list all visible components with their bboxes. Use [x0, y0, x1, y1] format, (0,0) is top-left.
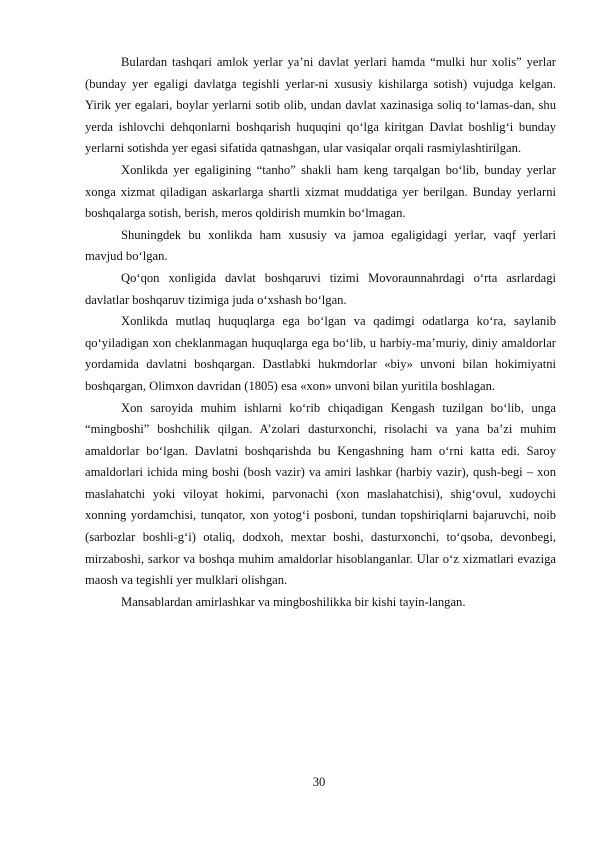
- paragraph-2: Xonlikda yer egaligining “tanho” shakli ham keng tarqalgan bo‘lib, bunday yerlar xonga xizmat qiladigan askarlarga shartli xizmat muddatiga yer berilgan. Bunday yerlarni boshqalarga sotish, berish, meros qoldirish mumkin bo‘lmagan.: [85, 162, 556, 221]
- paragraph-4: Qo‘qon xonligida davlat boshqaruvi tizimi Movoraunnahrdagi o‘rta asrlardagi davlatlar boshqaruv tizimiga juda o‘xshash bo‘lgan.: [85, 270, 556, 307]
- paragraph-7: Mansablardan amirlashkar va mingboshilikka bir kishi tayin-langan.: [121, 594, 466, 609]
- paragraph-5: Xonlikda mutlaq huquqlarga ega bo‘lgan va qadimgi odatlarga ko‘ra, saylanib qo‘yiladigan xon cheklanmagan huquqlarga ega bo‘lib, u harbiy-ma’muriy, diniy amaldorlar yordamida davlatni boshqargan. Dastlabki hukmdorlar «biy» unvoni bilan hokimiyatni boshqargan, Olimxon davridan (1805) esa «xon» unvoni bilan yuritila boshlagan.: [85, 314, 556, 393]
- page-body: [85, 52, 556, 613]
- paragraph-1: Bulardan tashqari amlok yerlar ya’ni davlat yerlari hamda “mulki hur xolis” yerlar (bunday yer egaligi davlatga tegishli yerlar-ni xususiy kishilarga sotish) vujudga kelgan. Yirik yer egalari, boylar yerlarni sotib olib, undan davlat xazinasiga soliq to‘lamas-dan, shu yerda ishlovchi dehqonlarni boshqarish huquqini qo‘lga kiritgan Davlat boshlig‘i bunday yerlarni sotishda yer egasi sifatida qatnashgan, ular vasiqalar orqali rasmiylashtirilgan.: [85, 55, 556, 156]
- paragraph-3: Shuningdek bu xonlikda ham xususiy va jamoa egaligidagi yerlar, vaqf yerlari mavjud bo‘lgan.: [85, 227, 556, 264]
- page-number: 30: [312, 775, 326, 789]
- paragraph-6: Xon saroyida muhim ishlarni ko‘rib chiqadigan Kengash tuzilgan bo‘lib, unga “mingboshi” boshchilik qilgan. A’zolari dasturxonchi, risolachi va yana ba’zi muhim amaldorlar bo‘lgan. Davlatni boshqarishda bu Kengashning ham o‘rni katta edi. Saroy amaldorlari ichida ming boshi (bosh vazir) va amiri lashkar (harbiy vazir), qush-begi – xon maslahatchi yoki viloyat hokimi, parvonachi (xon maslahatchisi), shig‘ovul, xudoychi xonning yordamchisi, tunqator, xon yotog‘i posboni, tundan topshiriqlarni bajaruvchi, noib (sarbozlar boshli-g‘i) otaliq, dodxoh, mextar boshi, dasturxonchi, to‘qsoba, devonbegi, mirzaboshi, sarkor va boshqa muhim amaldorlar hisoblanganlar. Ular o‘z xizmatlari evaziga maosh va tegishli yer mulklari olishgan.: [85, 400, 556, 588]
